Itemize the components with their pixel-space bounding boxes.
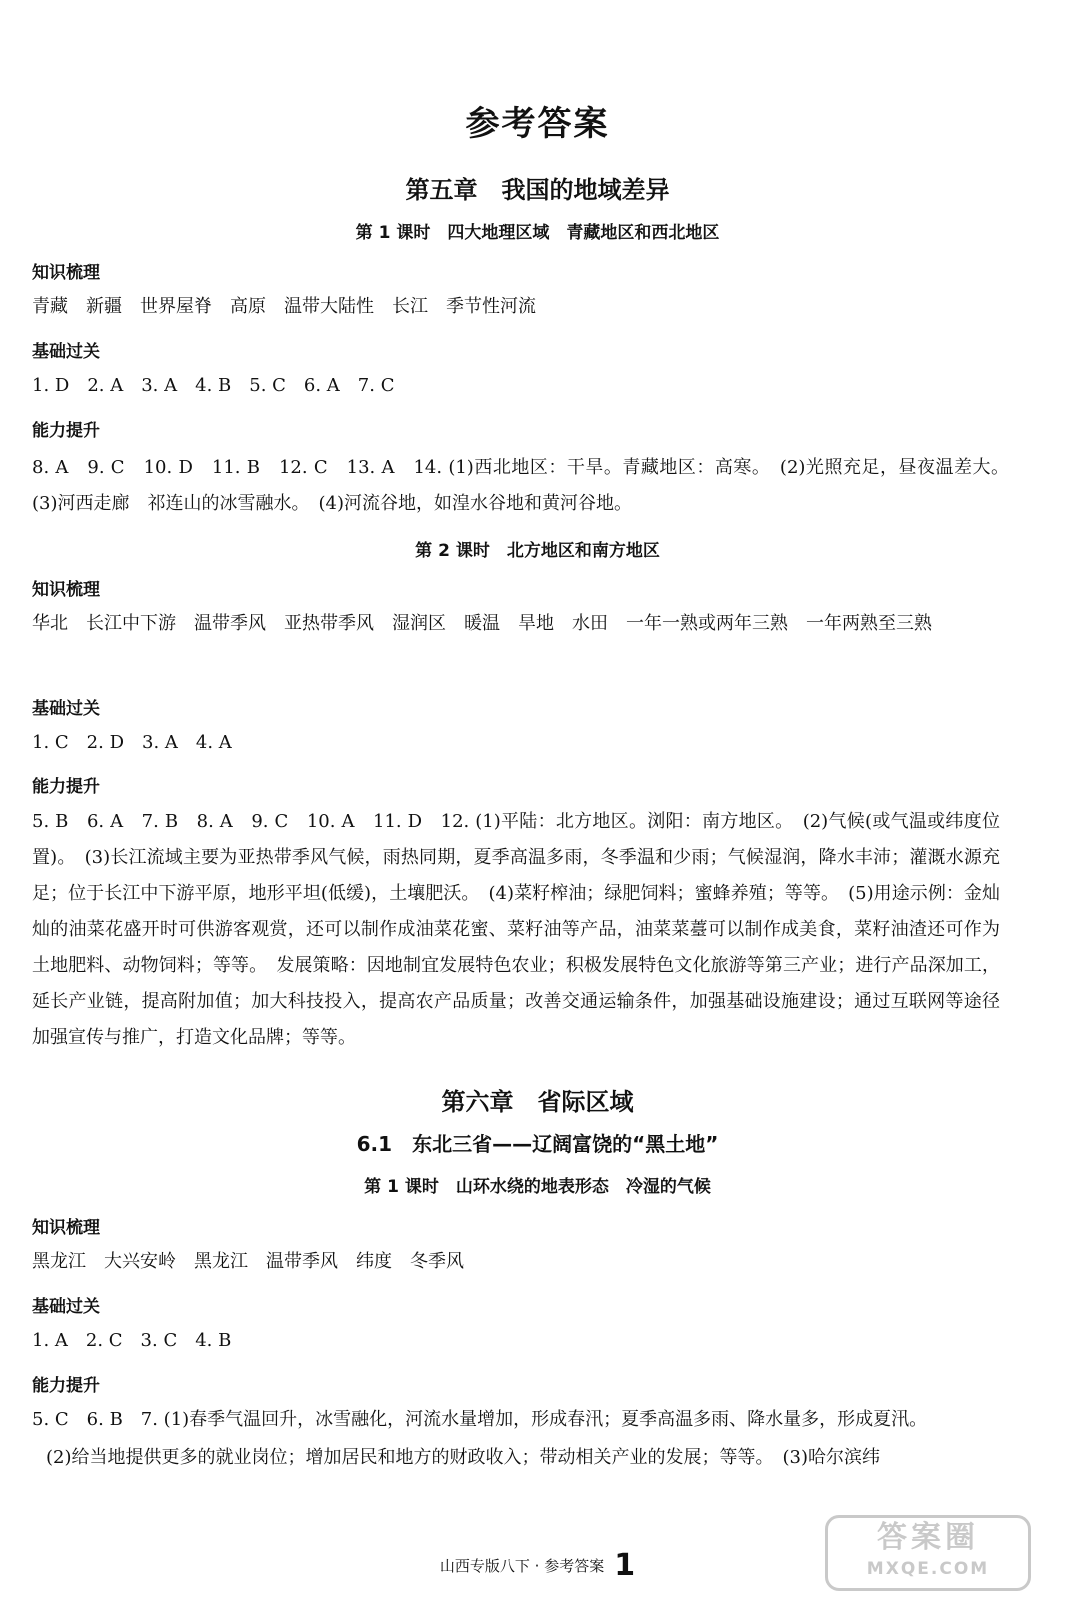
ability-improve-label: 能力提升 xyxy=(32,1376,100,1396)
ability-improve-answers: 5. C 6. B 7. (1)春季气温回升，冰雪融化，河流水量增加，形成春汛；夏季高温多雨、降水量多，形成夏汛。 xyxy=(32,1409,928,1430)
basic-check-label: 基础过关 xyxy=(32,699,100,719)
ability-improve-label: 能力提升 xyxy=(32,421,100,441)
section-6-1-title: 6.1 东北三省——辽阔富饶的“黑土地” xyxy=(356,1132,719,1156)
chapter-6-lesson-1-title: 第 1 课时 山环水绕的地表形态 冷湿的气候 xyxy=(364,1177,711,1197)
chapter-6-title: 第六章 省际区域 xyxy=(441,1088,634,1116)
ability-improve-answers-continued: (2)给当地提供更多的就业岗位；增加居民和地方的财政收入；带动相关产业的发展；等等。 (3)哈尔滨纬 xyxy=(46,1447,880,1468)
knowledge-review-label: 知识梳理 xyxy=(32,580,100,600)
knowledge-review-answers: 黑龙江 大兴安岭 黑龙江 温带季风 纬度 冬季风 xyxy=(32,1251,464,1272)
chapter-5-lesson-1-title: 第 1 课时 四大地理区域 青藏地区和西北地区 xyxy=(355,223,720,243)
watermark-logo xyxy=(825,1515,1031,1591)
watermark-line-1: 答案圈 xyxy=(877,1520,979,1555)
basic-check-label: 基础过关 xyxy=(32,1297,100,1317)
ability-improve-answers: 5. B 6. A 7. B 8. A 9. C 10. A 11. D 12. (1)平陆：北方地区。浏阳：南方地区。 (2)气候(或气温或纬度位置)。 (3)长江流域主要为亚热带季风气候，雨热同期，夏季高温多雨，冬季温和少雨；气候湿润，降水丰沛；灌溉水源充足；位于长江中下游平原，地形平坦(低缓)，土壤肥沃。 (4)菜籽榨油；绿肥饲料；蜜蜂养殖；等等。 (5)用途示例：金灿灿的油菜花盛开时可供游客观赏，还可以制作成油菜花蜜、菜籽油等产品，油菜菜薹可以制作成美食，菜籽油渣还可作为土地肥料、动物饲料；等等。 发展策略：因地制宜发展特色农业；积极发展特色文化旅游等第三产业；进行产品深加工，延长产业链，提高附加值；加大科技投入，提高农产品质量；改善交通运输条件，加强基础设施建设；通过互联网等途径加强宣传与推广，打造文化品牌；等等。 xyxy=(32,811,1000,1048)
basic-check-answers: 1. D 2. A 3. A 4. B 5. C 6. A 7. C xyxy=(32,375,395,396)
knowledge-review-label: 知识梳理 xyxy=(32,263,100,283)
ability-improve-answers: 8. A 9. C 10. D 11. B 12. C 13. A 14. (1)西北地区：干旱。青藏地区：高寒。 (2)光照充足，昼夜温差大。 (3)河西走廊 祁连山的冰雪融水。 (4)河流谷地，如湟水谷地和黄河谷地。 xyxy=(32,457,1018,514)
page-number: 1 xyxy=(614,1548,636,1583)
basic-check-answers: 1. C 2. D 3. A 4. A xyxy=(32,732,232,753)
ability-improve-label: 能力提升 xyxy=(32,777,100,797)
knowledge-review-answers: 青藏 新疆 世界屋脊 高原 温带大陆性 长江 季节性河流 xyxy=(32,296,536,317)
knowledge-review-label: 知识梳理 xyxy=(32,1218,100,1238)
basic-check-label: 基础过关 xyxy=(32,342,100,362)
chapter-5-lesson-2-title: 第 2 课时 北方地区和南方地区 xyxy=(415,541,660,561)
page-title: 参考答案 xyxy=(465,104,610,144)
basic-check-answers: 1. A 2. C 3. C 4. B xyxy=(32,1330,232,1351)
chapter-5-title: 第五章 我国的地域差异 xyxy=(405,176,670,204)
watermark-line-2: MXQE.COM xyxy=(866,1559,990,1579)
knowledge-review-answers: 华北 长江中下游 温带季风 亚热带季风 湿润区 暖温 旱地 水田 一年一熟或两年三熟 一年两熟至三熟 xyxy=(32,613,932,634)
footer-text: 山西专版八下 · 参考答案 xyxy=(439,1557,605,1575)
